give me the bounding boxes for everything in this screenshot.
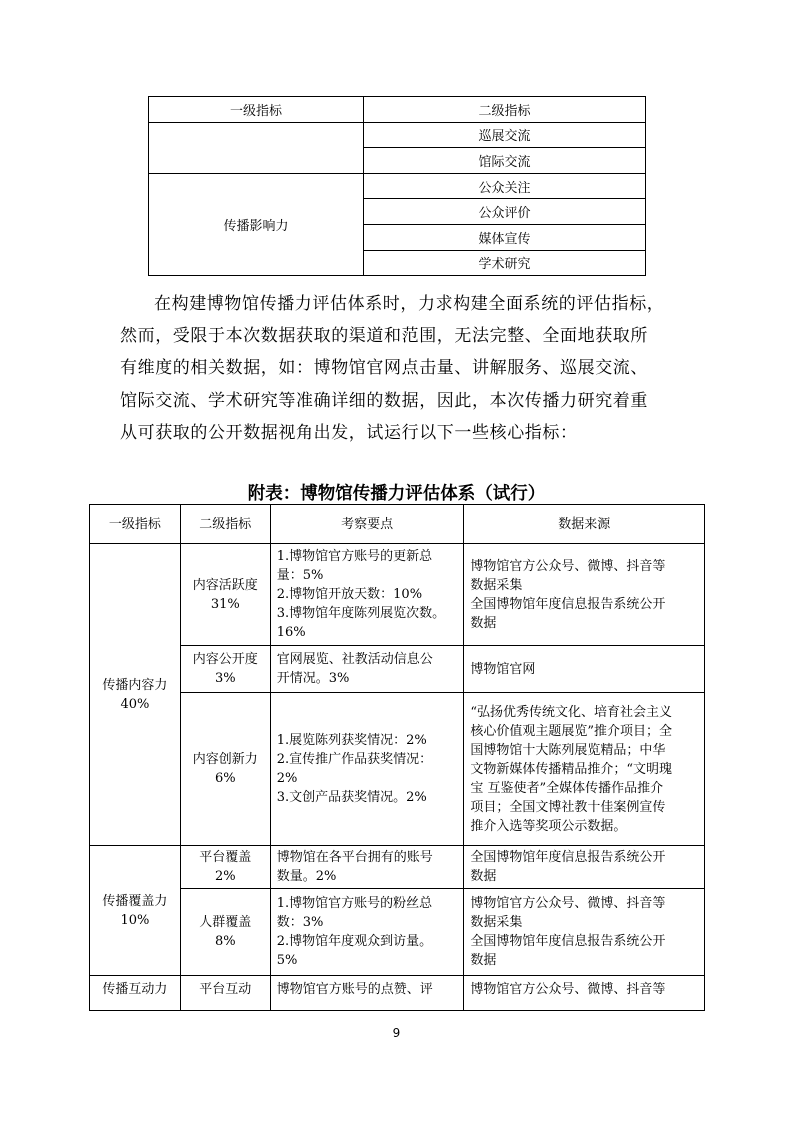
sources-cell: 博物馆官方公众号、微博、抖音等 数据采集 全国博物馆年度信息报告系统公开 数据 (464, 544, 705, 646)
points-cell: 博物馆官方账号的点赞、评 (270, 976, 464, 1011)
sources-cell: 博物馆官方公众号、微博、抖音等 数据采集 全国博物馆年度信息报告系统公开 数据 (464, 889, 705, 976)
level2-cell: 内容活跃度 31% (180, 544, 270, 646)
paragraph-line: 在构建博物馆传播力评估体系时，力求构建全面系统的评估指标， (154, 294, 665, 314)
table-header-row (90, 505, 705, 544)
page-number: 9 (392, 1026, 401, 1040)
level2-cell: 人群覆盖 8% (180, 889, 270, 976)
header-level2: 二级指标 (180, 505, 270, 544)
header-level1: 一级指标 (149, 97, 364, 123)
paragraph-line: 从可获取的公开数据视角出发，试运行以下一些核心指标： (120, 422, 578, 443)
sources-cell: 博物馆官方公众号、微博、抖音等 (464, 976, 705, 1011)
table-row (90, 544, 705, 646)
points-cell: 官网展览、社教活动信息公 开情况。3% (270, 646, 464, 693)
points-cell: 1.博物馆官方账号的粉丝总 数：3% 2.博物馆年度观众到访量。 5% (270, 889, 464, 976)
paragraph-line: 然而，受限于本次数据获取的渠道和范围，无法完整、全面地获取所 (120, 326, 648, 347)
body-paragraph (120, 288, 680, 449)
table-row (149, 122, 646, 148)
header-level1: 一级指标 (90, 505, 181, 544)
appendix-title: 附表：博物馆传播力评估体系（试行） (247, 484, 546, 504)
level2-cell: 内容公开度 3% (180, 646, 270, 693)
points-cell: 1.博物馆官方账号的更新总 量：5% 2.博物馆开放天数：10% 3.博物馆年度陈列展览次数。 16% (270, 544, 464, 646)
table-row (149, 173, 646, 199)
table-row (90, 889, 705, 976)
level1-cell: 传播互动力 (90, 976, 181, 1011)
level2-cell: 内容创新力 6% (180, 693, 270, 846)
level2-cell: 平台覆盖 2% (180, 846, 270, 889)
paragraph-line: 有维度的相关数据，如：博物馆官网点击量、讲解服务、巡展交流、 (120, 358, 648, 379)
level2-cell: 学术研究 (364, 250, 646, 276)
points-cell: 博物馆在各平台拥有的账号 数量。2% (270, 846, 464, 889)
header-points: 考察要点 (270, 505, 464, 544)
level2-cell: 公众评价 (364, 199, 646, 225)
level1-cell (149, 122, 364, 173)
table-row (90, 646, 705, 693)
table-row (90, 976, 705, 1011)
evaluation-system-table (89, 504, 705, 1011)
sources-cell: 全国博物馆年度信息报告系统公开 数据 (464, 846, 705, 889)
paragraph-line: 馆际交流、学术研究等准确详细的数据，因此，本次传播力研究着重 (120, 390, 648, 411)
level2-cell: 公众关注 (364, 173, 646, 199)
table-row (90, 693, 705, 846)
sources-cell: 博物馆官网 (464, 646, 705, 693)
level2-cell: 平台互动 (180, 976, 270, 1011)
table-header-row (149, 97, 646, 123)
level2-cell: 媒体宣传 (364, 224, 646, 250)
sources-cell: “弘扬优秀传统文化、培育社会主义 核心价值观主题展览”推介项目；全 国博物馆十大陈列展览精品；中华 文物新媒体传播精品推介；“文明瑰 宝 互鉴使者”全媒体传播作品推介 项目；全国文博社教十佳案例宣传 推介入选等奖项公示数据。 (464, 693, 705, 846)
points-cell: 1.展览陈列获奖情况：2% 2.宣传推广作品获奖情况： 2% 3.文创产品获奖情况。2% (270, 693, 464, 846)
header-sources: 数据来源 (464, 505, 705, 544)
level2-cell: 巡展交流 (364, 122, 646, 148)
level1-cell: 传播影响力 (149, 173, 364, 275)
level2-cell: 馆际交流 (364, 148, 646, 174)
header-level2: 二级指标 (364, 97, 646, 123)
level1-cell: 传播内容力 40% (90, 544, 181, 846)
table-row (90, 846, 705, 889)
level1-cell: 传播覆盖力 10% (90, 846, 181, 976)
top-index-table (148, 96, 646, 276)
